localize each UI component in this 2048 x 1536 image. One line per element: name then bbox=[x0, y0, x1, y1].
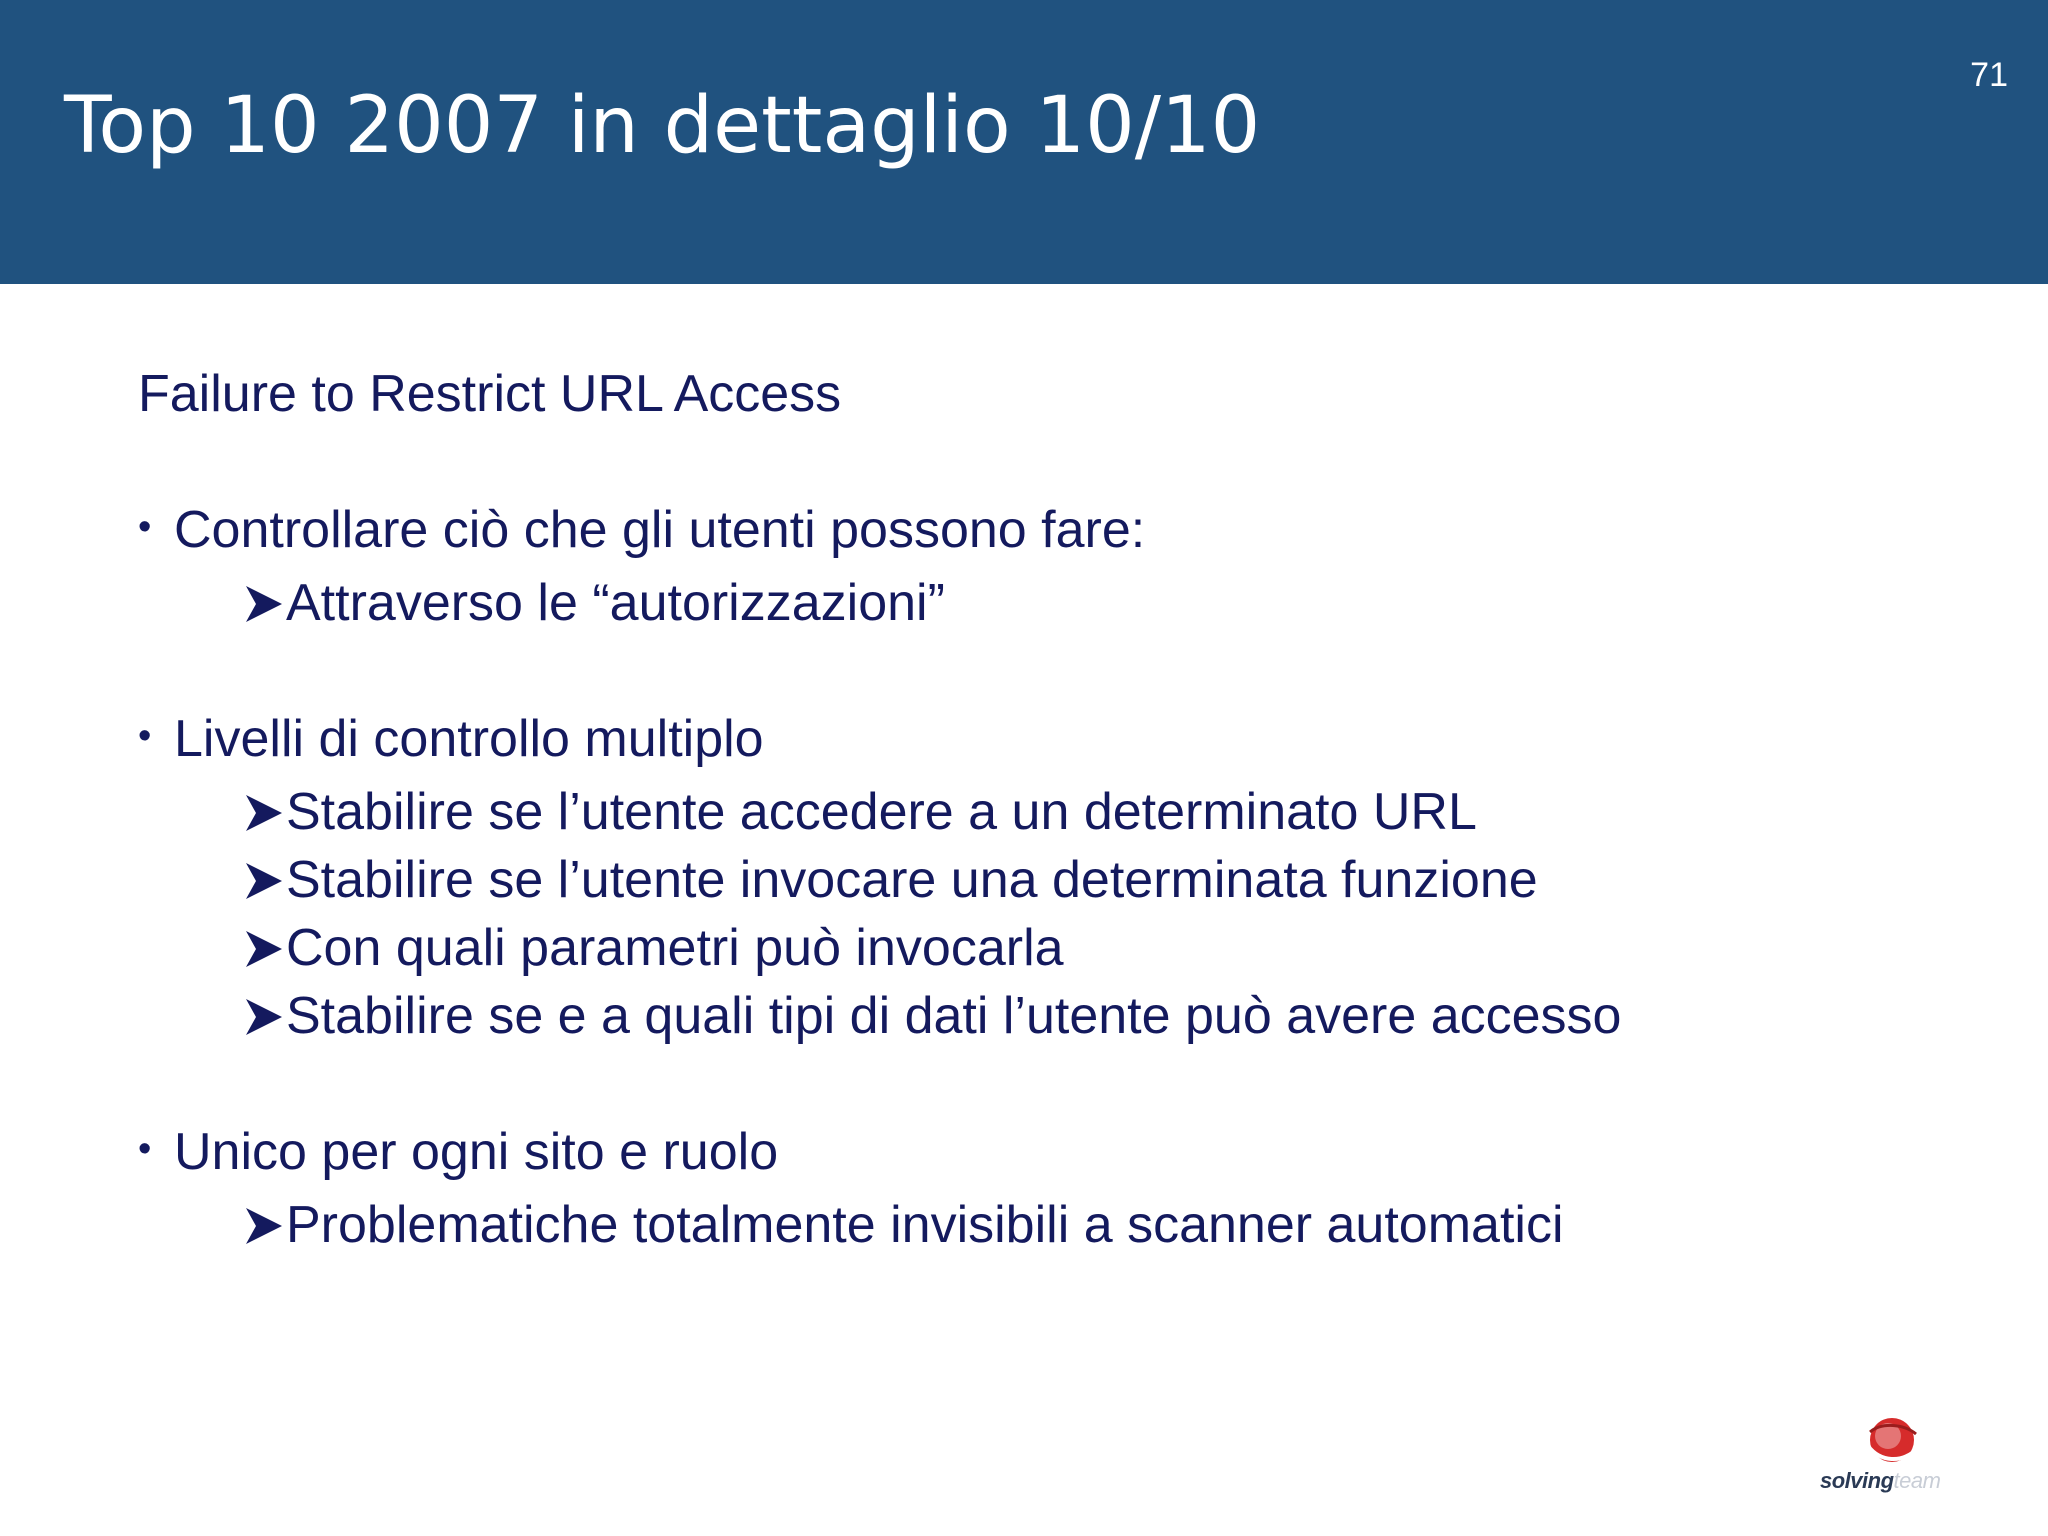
bullet-item bbox=[138, 1118, 1958, 1191]
header-band bbox=[0, 0, 2048, 284]
arrow-bullet-icon bbox=[244, 1206, 284, 1246]
slide-content bbox=[138, 360, 1958, 1327]
bullet-item bbox=[138, 705, 1958, 778]
sub-bullet-item bbox=[138, 1191, 1958, 1259]
bullet-group bbox=[138, 1118, 1958, 1259]
logo-text-part1: solving bbox=[1820, 1468, 1894, 1493]
sub-bullet-item bbox=[138, 778, 1958, 846]
logo-text-part2: team bbox=[1893, 1468, 1941, 1493]
bullet-text: Livelli di controllo multiplo bbox=[174, 710, 764, 768]
page-number: 71 bbox=[1970, 56, 2008, 94]
arrow-bullet-icon bbox=[244, 793, 284, 833]
sub-bullet-text: Stabilire se l’utente accedere a un determinato URL bbox=[286, 783, 1477, 841]
bullet-group bbox=[138, 705, 1958, 1050]
sub-bullet-text: Con quali parametri può invocarla bbox=[286, 919, 1064, 977]
bullet-text: Unico per ogni sito e ruolo bbox=[174, 1123, 779, 1181]
slide-title: Top 10 2007 in dettaglio 10/10 bbox=[64, 81, 1261, 171]
sub-bullet-item bbox=[138, 982, 1958, 1050]
bullet-item bbox=[138, 496, 1958, 569]
arrow-bullet-icon bbox=[244, 997, 284, 1037]
bullet-dot-icon: • bbox=[138, 506, 152, 548]
sub-bullet-item bbox=[138, 569, 1958, 637]
slide-subtitle: Failure to Restrict URL Access bbox=[138, 365, 842, 423]
logo-swirl-icon bbox=[1862, 1412, 1922, 1470]
arrow-bullet-icon bbox=[244, 584, 284, 624]
bullet-dot-icon: • bbox=[138, 1128, 152, 1170]
sub-bullet-text: Stabilire se e a quali tipi di dati l’utente può avere accesso bbox=[286, 987, 1622, 1045]
sub-bullet-text: Attraverso le “autorizzazioni” bbox=[286, 574, 945, 632]
arrow-bullet-icon bbox=[244, 929, 284, 969]
bullet-dot-icon: • bbox=[138, 715, 152, 757]
arrow-bullet-icon bbox=[244, 861, 284, 901]
sub-bullet-text: Stabilire se l’utente invocare una determinata funzione bbox=[286, 851, 1538, 909]
logo-wordmark bbox=[1820, 1468, 1940, 1494]
sub-bullet-item bbox=[138, 846, 1958, 914]
sub-bullet-text: Problematiche totalmente invisibili a scanner automatici bbox=[286, 1196, 1564, 1254]
sub-bullet-item bbox=[138, 914, 1958, 982]
bullet-text: Controllare ciò che gli utenti possono fare: bbox=[174, 501, 1146, 559]
bullet-group bbox=[138, 496, 1958, 637]
company-logo bbox=[1818, 1412, 1968, 1502]
